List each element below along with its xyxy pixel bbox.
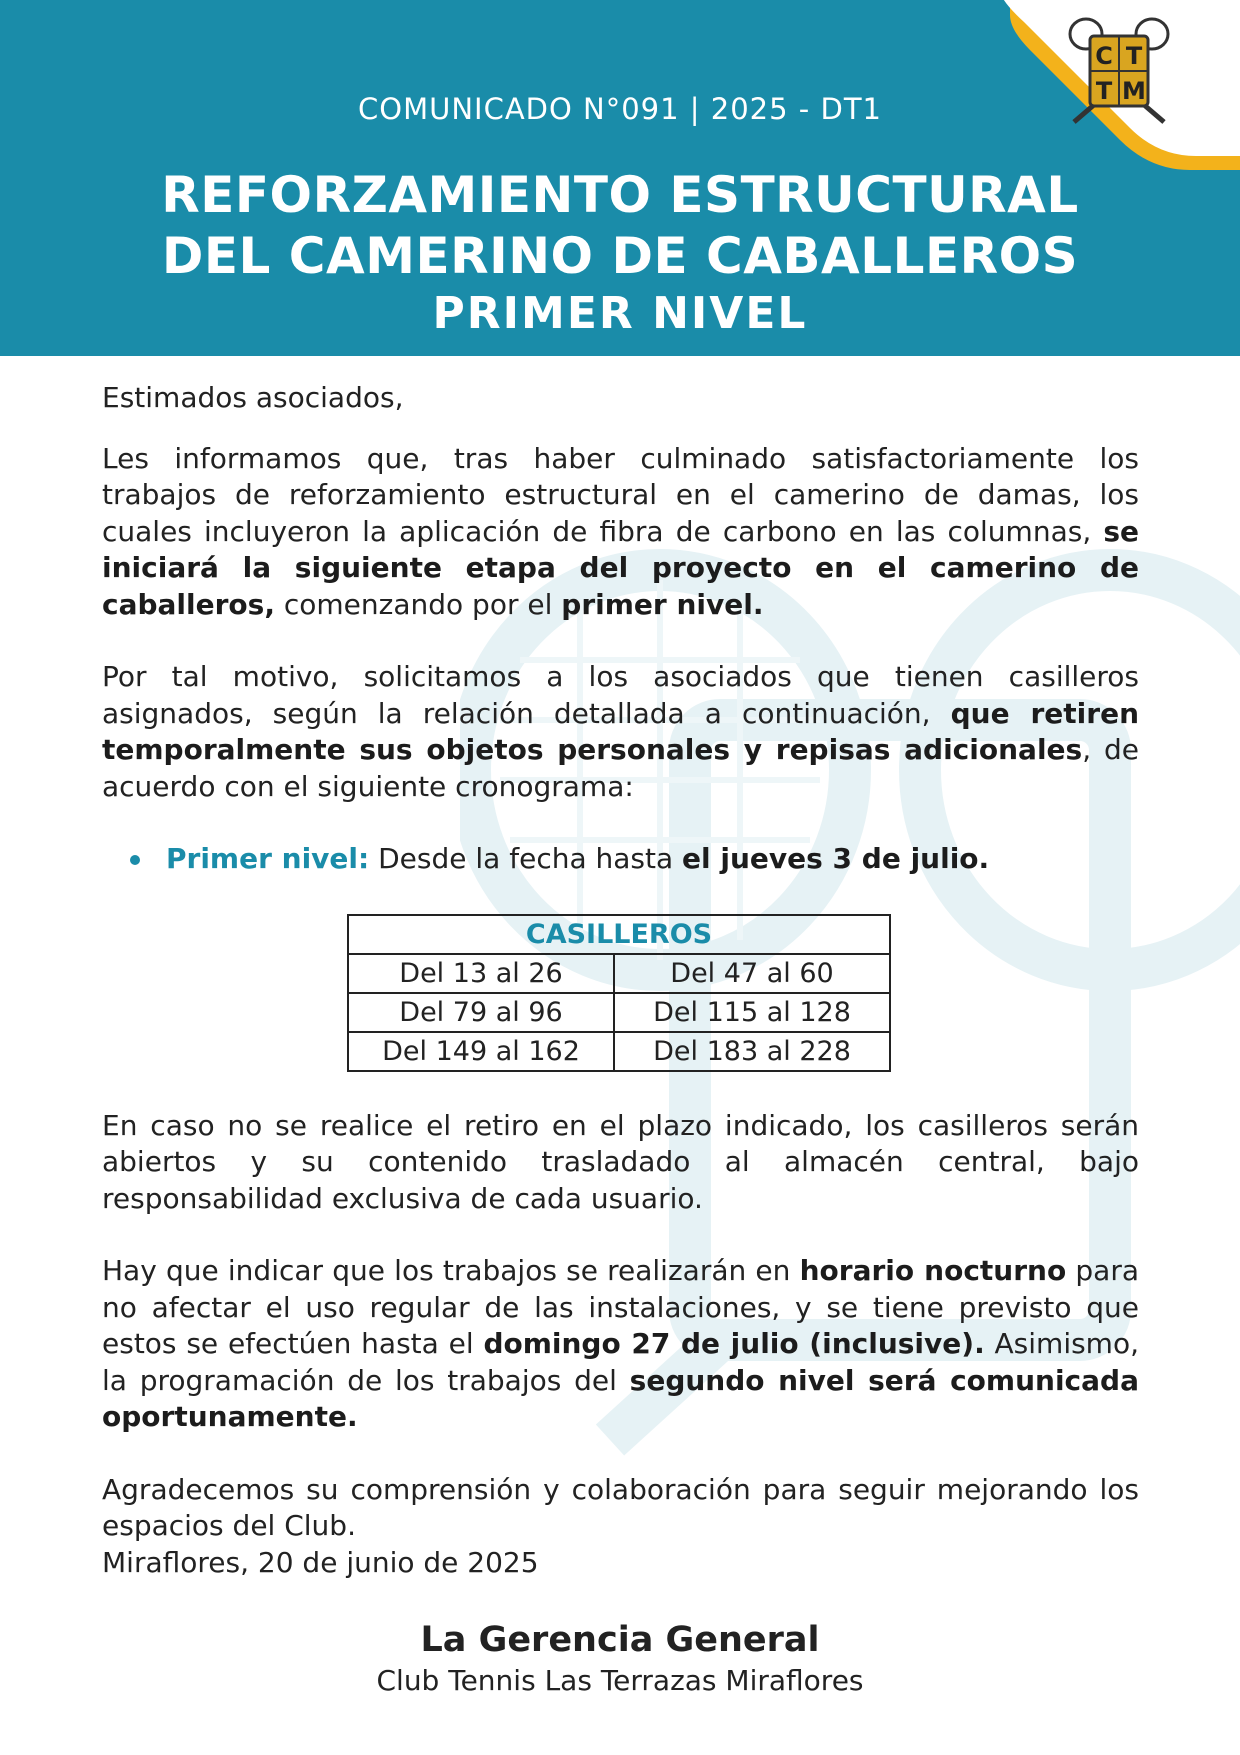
letter-date: Miraflores, 20 de junio de 2025 (102, 1545, 539, 1579)
letter-body (102, 380, 1139, 1581)
logo-letter-2: T (1125, 42, 1143, 70)
club-logo-icon (1000, 0, 1240, 170)
table-cell: Del 149 al 162 (348, 1032, 614, 1071)
table-cell: Del 183 al 228 (614, 1032, 890, 1071)
table-cell: Del 13 al 26 (348, 954, 614, 993)
title-line-1: REFORZAMIENTO ESTRUCTURAL (161, 166, 1079, 224)
comunicado-number: COMUNICADO N°091 | 2025 - DT1 (358, 92, 882, 126)
table-row (348, 993, 890, 1032)
table-cell: Del 79 al 96 (348, 993, 614, 1032)
signature-name: La Gerencia General (420, 1620, 820, 1660)
logo-letter-3: T (1095, 77, 1113, 105)
table-cell: Del 115 al 128 (614, 993, 890, 1032)
table-cell: Del 47 al 60 (614, 954, 890, 993)
paragraph-1: Les informamos que, tras haber culminado satisfactoriamente los trabajos de reforzamiento estructural en el camerino de damas, los cuales incluyeron la aplicación de fibra de carbono en las columnas, se iniciará la siguiente etapa del proyecto en el camerino de caballeros, comenzando por el primer nivel. (102, 441, 1139, 621)
schedule-bullet: Primer nivel: Desde la fecha hasta el jueves 3 de julio. (102, 841, 1139, 878)
paragraph-3: En caso no se realice el retiro en el plazo indicado, los casilleros serán abiertos y su contenido trasladado al almacén central, bajo responsabilidad exclusiva de cada usuario. (102, 1108, 1139, 1215)
bullet-icon (130, 855, 140, 865)
logo-letter-1: C (1095, 42, 1113, 70)
lockers-table-header: CASILLEROS (348, 915, 890, 954)
lockers-table (347, 914, 891, 1072)
table-row (348, 954, 890, 993)
logo-letter-4: M (1122, 77, 1146, 105)
greeting: Estimados asociados, (102, 381, 404, 414)
paragraph-5: Agradecemos su comprensión y colaboración para seguir mejorando los espacios del Club. (102, 1472, 1139, 1542)
signature-block (0, 1618, 1240, 1700)
paragraph-4: Hay que indicar que los trabajos se realizarán en horario nocturno para no afectar el uso regular de las instalaciones, y se tiene previsto que estos se efectúen hasta el domingo 27 de julio (inclusive). Asimismo, la programación de los trabajos del segundo nivel será comunicada oportunamente. (102, 1254, 1140, 1433)
paragraph-2: Por tal motivo, solicitamos a los asociados que tienen casilleros asignados, según la relación detallada a continuación, que retiren temporalmente sus objetos personales y repisas adicionales, de acuerdo con el siguiente cronograma: (102, 660, 1139, 803)
title-line-2: DEL CAMERINO DE CABALLEROS (161, 227, 1079, 285)
table-row (348, 1032, 890, 1071)
signature-club: Club Tennis Las Terrazas Miraflores (376, 1664, 864, 1697)
title-line-3: PRIMER NIVEL (432, 288, 808, 339)
